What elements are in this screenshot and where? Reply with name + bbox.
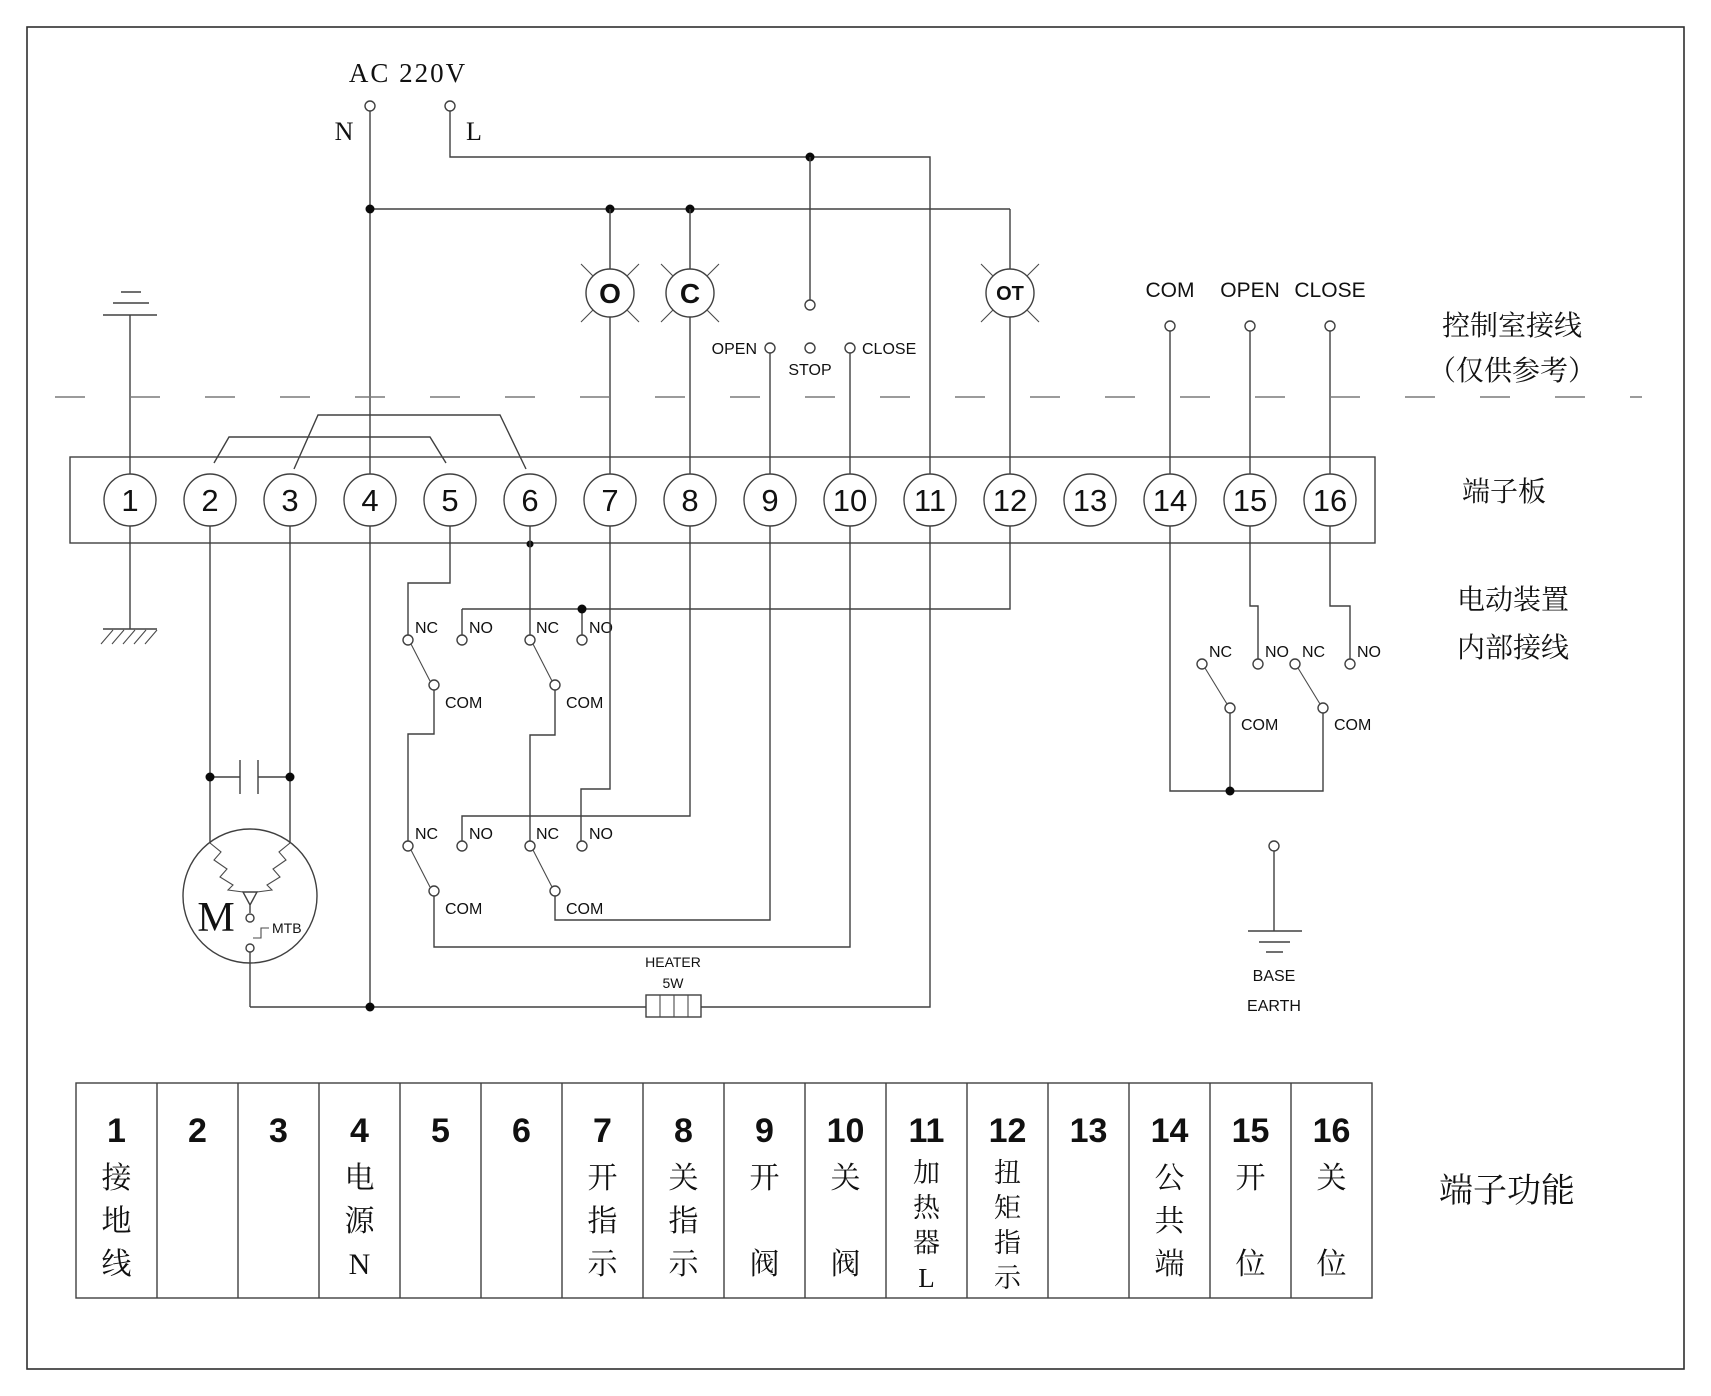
table-number-10: 10: [826, 1112, 865, 1150]
table-function-char: 阀: [749, 1248, 780, 1281]
heater-wire: [250, 526, 930, 1007]
com-to-limit-open: [408, 690, 434, 841]
neutral-terminal-circle: [365, 101, 375, 111]
no-label: NO: [1357, 644, 1381, 661]
nc-label: NC: [536, 620, 560, 637]
limit-switch-open: [403, 826, 493, 918]
switch-arm: [1205, 668, 1227, 704]
remote-com-label: COM: [1145, 279, 1195, 302]
switch-arm: [1298, 668, 1320, 704]
base-earth-terminal: [1269, 841, 1279, 851]
table-number-9: 9: [755, 1112, 774, 1150]
terminal-number-4: 4: [361, 483, 379, 518]
junction-dot: [1226, 787, 1235, 796]
table-function-char: 指: [587, 1205, 618, 1238]
mtb-contact-upper: [246, 914, 254, 922]
live-label: L: [466, 117, 482, 146]
nc-label: NC: [1209, 644, 1233, 661]
terminal-number-7: 7: [601, 483, 619, 518]
section-terminal-board: 端子板: [1461, 477, 1547, 508]
table-function-char: 公: [1154, 1162, 1185, 1195]
switch-arm: [411, 644, 430, 681]
table-function-char: L: [918, 1263, 935, 1293]
t15-wire: [1250, 526, 1258, 659]
base-earth-icon: [1248, 851, 1302, 952]
mtb-contact-lower: [246, 944, 254, 952]
table-function-char: 阀: [830, 1248, 861, 1281]
neutral-label: N: [334, 117, 354, 146]
no-label: NO: [469, 826, 493, 843]
junction-dot: [366, 1003, 375, 1012]
table-number-14: 14: [1150, 1112, 1189, 1150]
nc-label: NC: [1302, 644, 1326, 661]
open-button-label: OPEN: [711, 341, 757, 358]
nc-contact: [1290, 659, 1300, 669]
remote-open-label: OPEN: [1220, 279, 1280, 302]
motor-winding-arrow: [243, 892, 257, 913]
heater-circuit: [250, 526, 930, 1017]
heater-label: HEATER: [645, 954, 701, 970]
heater-resistor-segments: [660, 995, 688, 1017]
nc-contact: [1197, 659, 1207, 669]
section-control-room: 控制室接线: [1441, 311, 1583, 342]
com-label: COM: [1241, 717, 1279, 734]
jumper-3-to-6: [294, 415, 526, 469]
ground-wire: [103, 526, 157, 629]
terminal-number-9: 9: [761, 483, 779, 518]
table-number-8: 8: [674, 1112, 693, 1150]
torque-lamp-letter: OT: [996, 283, 1024, 305]
terminal-number-12: 12: [992, 483, 1028, 518]
position-switch-close: [1290, 526, 1381, 734]
no-label: NO: [469, 620, 493, 637]
no-contact: [577, 635, 587, 645]
terminal-number-13: 13: [1072, 483, 1108, 518]
table-function-char: 源: [344, 1205, 375, 1238]
table-function-char: 指: [668, 1205, 699, 1238]
nc-label: NC: [536, 826, 560, 843]
open-lamp-letter: O: [599, 278, 621, 309]
table-function-char: 加: [913, 1158, 940, 1188]
remote-close-label: CLOSE: [1294, 279, 1366, 302]
base-label: BASE: [1252, 968, 1296, 985]
ac-voltage-label: AC 220V: [348, 58, 468, 88]
com-label: COM: [566, 901, 604, 918]
table-function-char: 示: [994, 1263, 1021, 1293]
t9-open-command-wire: [555, 526, 770, 920]
table-number-2: 2: [188, 1112, 207, 1150]
signal-earth-icon: [103, 292, 157, 474]
stop-contact-upper: [805, 300, 815, 310]
table-number-13: 13: [1069, 1112, 1108, 1150]
case-ground: [101, 526, 157, 644]
remote-close-circle: [1325, 321, 1335, 331]
nc-contact: [403, 841, 413, 851]
terminal-number-6: 6: [521, 483, 539, 518]
com-contact: [429, 680, 439, 690]
junction-dot: [206, 773, 215, 782]
close-indicator-lamp: [661, 209, 719, 474]
section-control-room-note: （仅供参考）: [1427, 356, 1597, 387]
table-function-char: 矩: [994, 1193, 1021, 1223]
motor-feed-wires: [210, 526, 290, 843]
com-contact: [429, 886, 439, 896]
table-function-char: N: [348, 1248, 371, 1281]
table-number-1: 1: [107, 1112, 126, 1150]
table-number-6: 6: [512, 1112, 531, 1150]
t8-close-indication-wire: [462, 526, 690, 841]
live-terminal-circle: [445, 101, 455, 111]
remote-open-circle: [1245, 321, 1255, 331]
junction-dot: [366, 205, 375, 214]
terminal-number-8: 8: [681, 483, 699, 518]
com-label: COM: [1334, 717, 1372, 734]
com-contact: [1318, 703, 1328, 713]
table-title: 端子功能: [1439, 1173, 1575, 1210]
table-function-char: 器: [913, 1228, 940, 1258]
no-contact: [1345, 659, 1355, 669]
motor-winding-right: [257, 843, 290, 892]
table-function-char: 端: [1154, 1248, 1185, 1281]
section-actuator-1: 电动装置: [1456, 585, 1570, 616]
heater-watt-label: 5W: [662, 975, 684, 991]
section-actuator-2: 内部接线: [1456, 633, 1570, 664]
com-contact: [550, 680, 560, 690]
table-function-char: 扭: [994, 1158, 1021, 1188]
com-to-limit-close: [530, 690, 555, 841]
table-function-char: 指: [994, 1228, 1021, 1258]
stop-button-label: STOP: [788, 362, 832, 379]
table-number-16: 16: [1312, 1112, 1351, 1150]
table-function-char: 关: [668, 1162, 699, 1195]
jumper-2-to-5: [214, 437, 446, 463]
table-function-char: 关: [1316, 1162, 1347, 1195]
pushbutton-station: [712, 157, 917, 474]
table-function-char: 开: [587, 1162, 618, 1195]
terminal-number-1: 1: [121, 483, 139, 518]
table-function-char: 示: [668, 1248, 699, 1281]
motor-winding-left: [210, 843, 243, 892]
nc-label: NC: [415, 826, 439, 843]
junction-dot: [286, 773, 295, 782]
remote-wires: [1170, 331, 1330, 474]
no-contact: [457, 841, 467, 851]
position-switch-open: [1197, 526, 1289, 734]
t7-open-indication-wire: [581, 526, 610, 841]
no-contact: [457, 635, 467, 645]
table-function-char: 热: [913, 1193, 940, 1223]
no-label: NO: [589, 826, 613, 843]
open-indicator-lamp: [581, 209, 639, 474]
close-button-contact: [845, 343, 855, 353]
nc-contact: [525, 635, 535, 645]
power-source: [335, 58, 1010, 474]
terminal-number-15: 15: [1232, 483, 1268, 518]
table-number-4: 4: [350, 1112, 369, 1150]
nc-contact: [525, 841, 535, 851]
com-label: COM: [445, 695, 483, 712]
table-function-char: 关: [830, 1162, 861, 1195]
terminal-number-5: 5: [441, 483, 459, 518]
base-earth: [1247, 841, 1302, 1015]
com-label: COM: [445, 901, 483, 918]
table-number-5: 5: [431, 1112, 450, 1150]
terminal-number-10: 10: [832, 483, 868, 518]
ground-hatch-icon: [101, 630, 157, 644]
no-contact: [577, 841, 587, 851]
t16-wire: [1330, 526, 1350, 659]
no-contact: [1253, 659, 1263, 669]
close-button-label: CLOSE: [862, 341, 917, 358]
table-number-12: 12: [988, 1112, 1027, 1150]
terminal-number-16: 16: [1312, 483, 1348, 518]
capacitor-icon: [210, 760, 290, 794]
switch-arm: [533, 644, 552, 681]
earth-label: EARTH: [1247, 998, 1301, 1015]
com-label: COM: [566, 695, 604, 712]
table-function-char: 开: [1235, 1162, 1266, 1195]
table-function-char: 线: [101, 1248, 132, 1281]
terminal-number-14: 14: [1152, 483, 1188, 518]
switch-arm: [411, 850, 430, 887]
mtb-label: MTB: [272, 920, 302, 936]
no-label: NO: [589, 620, 613, 637]
nc-label: NC: [415, 620, 439, 637]
remote-signal-terminals: [1146, 279, 1366, 474]
no-label: NO: [1265, 644, 1289, 661]
table-function-char: 电: [344, 1162, 375, 1195]
earth-strokes: [103, 292, 157, 474]
function-table: [102, 1083, 1351, 1298]
com-contact: [550, 886, 560, 896]
table-function-char: 位: [1316, 1248, 1347, 1281]
table-function-char: 共: [1154, 1205, 1185, 1238]
terminal-number-11: 11: [913, 483, 947, 518]
table-function-char: 接: [101, 1162, 132, 1195]
motor-branch: [183, 526, 317, 1007]
motor-letter: M: [197, 895, 235, 941]
stop-contact-lower: [805, 343, 815, 353]
open-button-contact: [765, 343, 775, 353]
t10-close-command-wire: [434, 526, 850, 947]
table-number-15: 15: [1231, 1112, 1270, 1150]
mtb-step-icon: [253, 928, 269, 938]
table-function-char: 开: [749, 1162, 780, 1195]
switch-arm: [533, 850, 552, 887]
table-number-11: 11: [908, 1112, 945, 1150]
t14-common-wire: [1170, 526, 1326, 791]
torque-switch-open: [403, 526, 534, 712]
nc-contact: [403, 635, 413, 645]
limit-switch-close: [525, 826, 613, 918]
close-lamp-letter: C: [679, 278, 701, 309]
terminal-board-terminals: [104, 474, 1356, 526]
table-number-7: 7: [593, 1112, 612, 1150]
com-contact: [1225, 703, 1235, 713]
torque-indicator-lamp: [981, 209, 1039, 474]
torque-switch-close: [525, 526, 613, 712]
table-number-3: 3: [269, 1112, 288, 1150]
table-function-char: 示: [587, 1248, 618, 1281]
table-function-char: 地: [101, 1205, 132, 1238]
table-function-char: 位: [1235, 1248, 1266, 1281]
junction-dot: [578, 605, 587, 614]
terminal-number-2: 2: [201, 483, 219, 518]
terminal-number-3: 3: [281, 483, 299, 518]
remote-com-circle: [1165, 321, 1175, 331]
